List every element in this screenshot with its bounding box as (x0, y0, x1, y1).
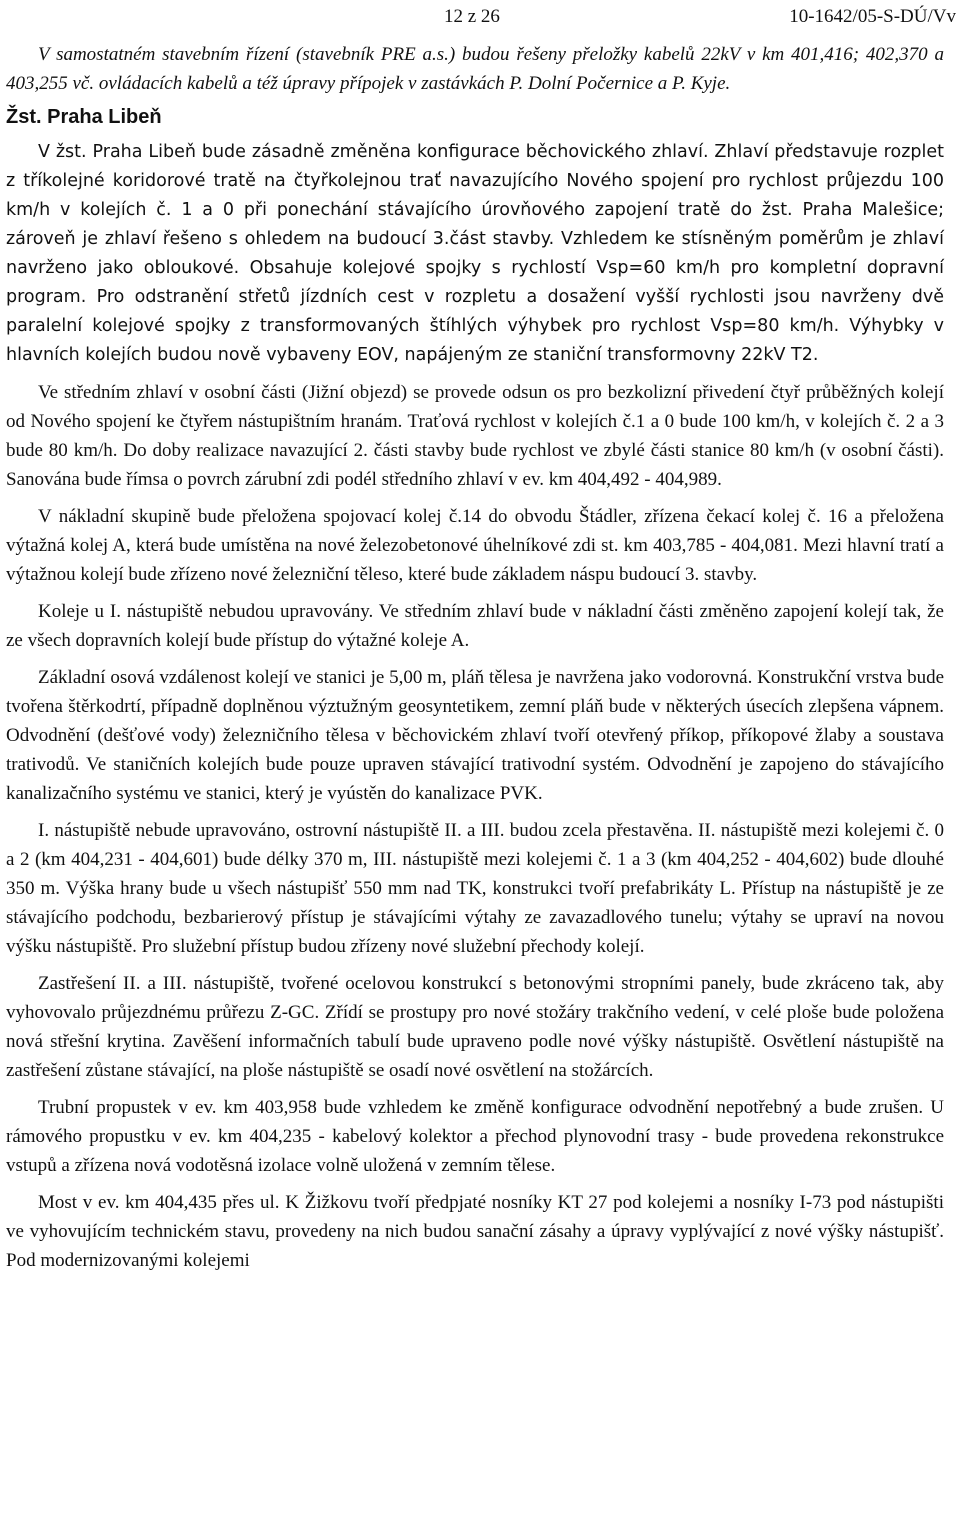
paragraph-nastupiste: I. nástupiště nebude upravováno, ostrovní nástupiště II. a III. budou zcela přestavěna. II. nástupiště mezi kolejemi č. 0 a 2 (km 404,231 - 404,601) bude délky 370 m, III. nástupiště mezi kolejemi č. 1 a 3 (km 404,252 - 404,602) bude dlouhé 350 m. Výška hrany bude u všech nástupišť 550 mm nad TK, konstrukci tvoří prefabrikáty L. Přístup na nástupiště je ze stávajícího podchodu, bezbarierový přístup je stávajícími výtahy ze zavazadlového tunelu; výtahy se upraví na novou výšku nástupiště. Pro služební přístup budou zřízeny nové služební přechody kolejí. (6, 820, 944, 957)
paragraph-most: Most v ev. km 404,435 přes ul. K Žižkovu tvoří předpjaté nosníky KT 27 pod kolejemi a nosníky I-73 pod nástupišti ve vyhovujícím technickém stavu, provedeny na nich budou sanační zásahy a úpravy vyplývající z nové výšky nástupišť. Pod modernizovanými kolejemi (6, 1192, 944, 1271)
paragraph-nakladni-skupina: V nákladní skupině bude přeložena spojovací kolej č.14 do obvodu Štádler, zřízena čekací kolej č. 16 a přeložena výtažná kolej A, která bude umístěna na nové železobetonové úhelníkové zdi st. km 403,785 - 404,081. Mezi hlavní tratí a výtažnou kolejí bude zřízeno nové železniční těleso, které bude základem náspu budoucí 3. stavby. (6, 506, 944, 585)
page-number: 12 z 26 (444, 6, 500, 27)
paragraph-zastreseni: Zastřešení II. a III. nástupiště, tvořené ocelovou konstrukcí s betonovými stropními panely, bude zkráceno tak, aby vyhovovalo průjezdnému průřezu Z-GC. Zřídí se prostupy pro nové stožáry trakčního vedení, v celé ploše bude položena nová střešní krytina. Zavěšení informačních tabulí bude upraveno podle nové výšky nástupiště. Osvětlení nástupiště na zastřešení zůstane stávající, na ploše nástupiště se osadí nové osvětlení na stožárcích. (6, 973, 944, 1081)
section-title: Žst. Praha Libeň (6, 106, 162, 128)
page-header (0, 2, 960, 30)
paragraph-propustek: Trubní propustek v ev. km 403,958 bude vzhledem ke změně konfigurace odvodnění nepotřebný a bude zrušen. U rámového propustku v ev. km 404,235 - kabelový kolektor a přechod plynovodní trasy - bude provedena rekonstrukce vstupů a zřízena nová vodotěsná izolace volně uložená v zemním tělese. (6, 1097, 944, 1176)
paragraph-zhlavi: V žst. Praha Libeň bude zásadně změněna konfigurace běchovického zhlaví. Zhlaví představuje rozplet z tříkolejné koridorové tratě na čtyřkolejnou trať navazujícího Nového spojení pro rychlost průjezdu 100 km/h v kolejích č. 1 a 0 při ponechání stávajícího úrovňového zapojení tratě do žst. Praha Malešice; zároveň je zhlaví řešeno s ohledem na budoucí 3.část stavby. Vzhledem ke stísněným poměrům je zhlaví navrženo jako obloukové. Obsahuje kolejové spojky s rychlostí Vsp=60 km/h pro kompletní dopravní program. Pro odstranění střetů jízdních cest v rozpletu a dosažení vyšší rychlosti jsou navrženy dvě paralelní kolejové spojky z transformovaných štíhlých výhybek pro rychlost Vsp=80 km/h. Výhybky v hlavních kolejích budou nově vybaveny EOV, napájeným ze staniční transformovny 22kV T2. (6, 142, 944, 365)
paragraph-stredni-zhlavi: Ve středním zhlaví v osobní části (Jižní objezd) se provede odsun os pro bezkolizní přivedení čtyř průběžných kolejí od Nového spojení ke čtyřem nástupištním hranám. Traťová rychlost v kolejích č.1 a 0 bude 100 km/h, v kolejích č. 2 a 3 bude 80 km/h. Do doby realizace navazující 2. části stavby bude rychlost ve zbylé části stanice 80 km/h (v osobní části). Sanována bude římsa o povrch zárubní zdi podél středního zhlaví v ev. km 404,492 - 404,989. (6, 382, 944, 490)
intro-paragraph: V samostatném stavebním řízení (stavebník PRE a.s.) budou řešeny přeložky kabelů 22kV v km 401,416; 402,370 a 403,255 vč. ovládacích kabelů a též úpravy přípojek v zastávkách P. Dolní Počernice a P. Kyje. (6, 44, 944, 94)
paragraph-koleje: Koleje u I. nástupiště nebudou upravovány. Ve středním zhlaví bude v nákladní části změněno zapojení kolejí tak, že ze všech dopravních kolejí bude přístup do výtažné koleje A. (6, 601, 944, 651)
document-body (6, 40, 944, 1283)
document-code: 10-1642/05-S-DÚ/Vv (789, 6, 956, 27)
paragraph-osova-vzdalenost: Základní osová vzdálenost kolejí ve stanici je 5,00 m, pláň tělesa je navržena jako vodorovná. Konstrukční vrstva bude tvořena štěrkodrtí, případně doplněnou výztužným geosyntetikem, zemní pláň bude v některých úsecích zlepšena vápnem. Odvodnění (dešťové vody) železničního tělesa v běchovickém zhlaví tvoří otevřený příkop, příkopové žlaby a soustava trativodů. Ve staničních kolejích bude pouze upraven stávající trativodní systém. Odvodnění je zapojeno do stávajícího kanalizačního systému ve stanici, který je vyústěn do kanalizace PVK. (6, 667, 944, 804)
